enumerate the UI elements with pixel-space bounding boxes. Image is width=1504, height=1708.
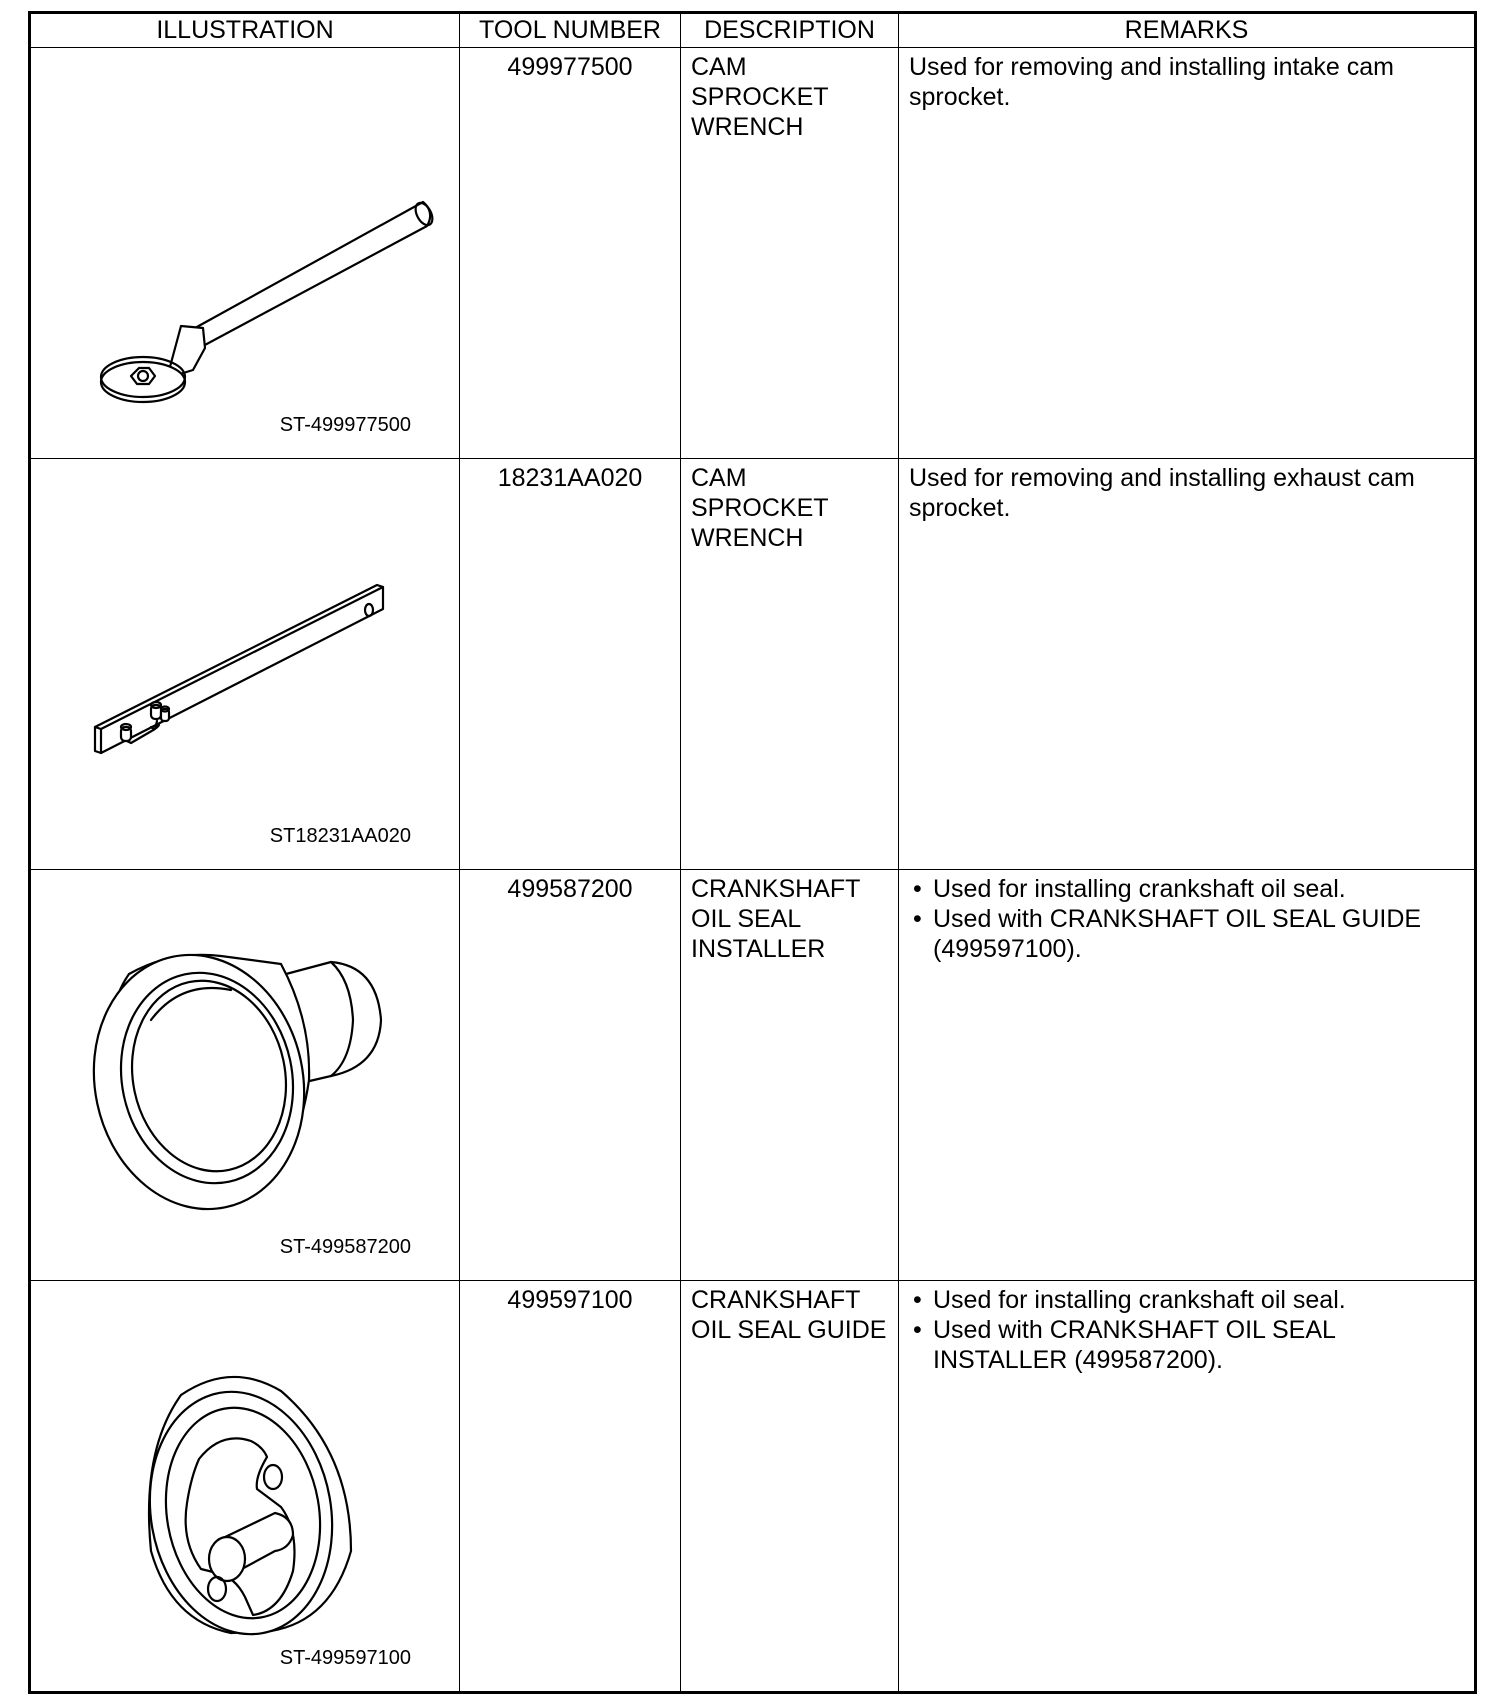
remarks: Used for removing and installing exhaust cam sprocket.: [899, 459, 1476, 870]
illustration-cell: [30, 459, 460, 870]
illustration-cell: [30, 870, 460, 1281]
illustration-label: ST-499587200: [279, 1236, 411, 1258]
remarks-bullet: [909, 904, 1460, 964]
tool-number: 499587200: [460, 870, 681, 1281]
header-illustration: ILLUSTRATION: [30, 13, 460, 48]
description: [681, 1281, 899, 1693]
header-row: [30, 13, 1476, 48]
tool-number: 18231AA020: [460, 459, 681, 870]
description-line: OIL SEAL: [691, 905, 802, 933]
bullet-icon: •: [913, 905, 922, 933]
description: [681, 870, 899, 1281]
description-line: CRANKSHAFT: [691, 875, 861, 903]
cam-sprocket-bar-wrench-icon: [31, 459, 461, 865]
remarks: [899, 870, 1476, 1281]
remarks-text: Used with CRANKSHAFT OIL SEAL INSTALLER (499587200).: [933, 1316, 1335, 1374]
description-line: SPROCKET: [691, 494, 829, 522]
special-tools-table: [28, 11, 1477, 1694]
bullet-icon: •: [913, 875, 922, 903]
illustration-label: ST-499977500: [279, 414, 411, 436]
table-row: [30, 870, 1476, 1281]
description-line: WRENCH: [691, 113, 804, 141]
illustration-cell: [30, 48, 460, 459]
description-line: CRANKSHAFT: [691, 1286, 861, 1314]
remarks-bullet: [909, 1315, 1460, 1375]
description: [681, 48, 899, 459]
description-line: OIL SEAL GUIDE: [691, 1316, 887, 1344]
description-line: SPROCKET: [691, 83, 829, 111]
bullet-icon: •: [913, 1286, 922, 1314]
remarks: Used for removing and installing intake cam sprocket.: [899, 48, 1476, 459]
header-description: DESCRIPTION: [681, 13, 899, 48]
illustration-cell: [30, 1281, 460, 1693]
description-line: WRENCH: [691, 524, 804, 552]
illustration-label: ST18231AA020: [269, 825, 411, 847]
tool-number: 499597100: [460, 1281, 681, 1693]
remarks-text: Used with CRANKSHAFT OIL SEAL GUIDE (499597100).: [933, 905, 1422, 963]
oil-seal-guide-icon: [31, 1281, 461, 1687]
description-line: INSTALLER: [691, 935, 826, 963]
bullet-icon: •: [913, 1316, 922, 1344]
header-remarks: REMARKS: [899, 13, 1476, 48]
remarks-bullet: [909, 874, 1460, 904]
remarks-bullet: [909, 1285, 1460, 1315]
illustration-label: ST-499597100: [279, 1647, 411, 1669]
remarks-text: Used for installing crankshaft oil seal.: [933, 875, 1346, 903]
remarks-text: Used for installing crankshaft oil seal.: [933, 1286, 1346, 1314]
description-line: CAM: [691, 53, 747, 81]
description-line: CAM: [691, 464, 747, 492]
table-row: [30, 1281, 1476, 1693]
cam-sprocket-wrench-icon: [31, 48, 461, 454]
remarks: [899, 1281, 1476, 1693]
header-tool-number: TOOL NUMBER: [460, 13, 681, 48]
oil-seal-installer-icon: [31, 870, 461, 1276]
table-row: [30, 459, 1476, 870]
description: [681, 459, 899, 870]
tool-number: 499977500: [460, 48, 681, 459]
table-row: [30, 48, 1476, 459]
